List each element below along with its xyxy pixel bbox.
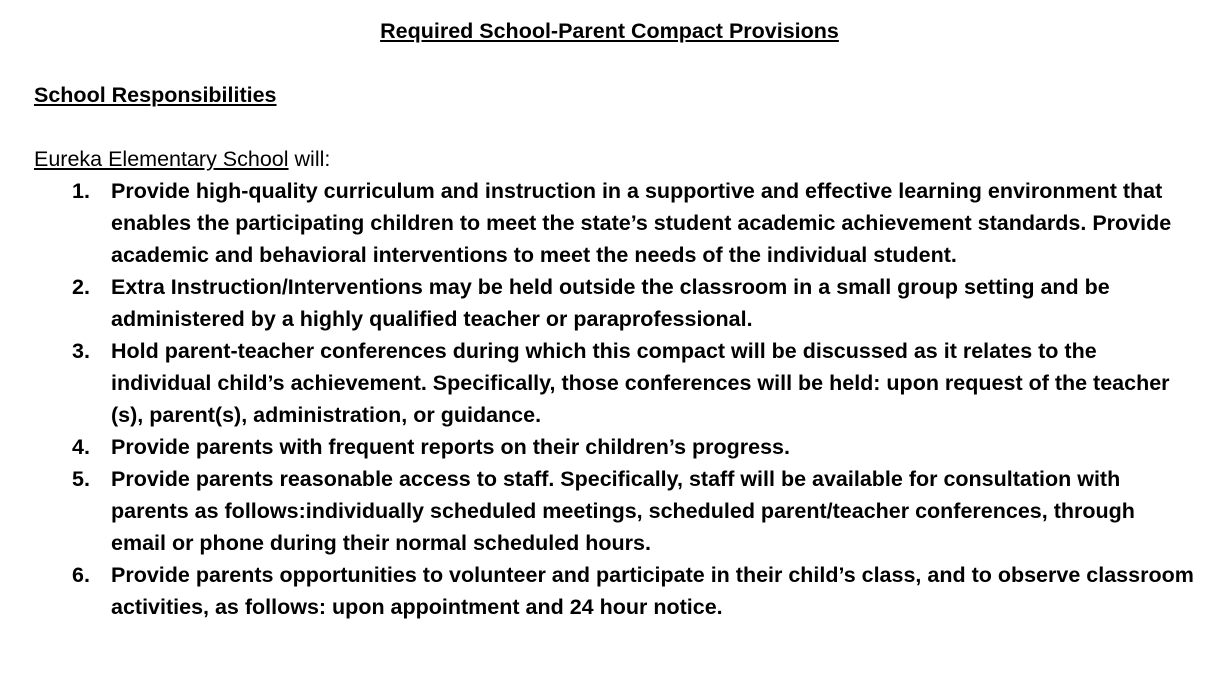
- list-item-number: 3.: [72, 339, 90, 363]
- list-item-text: Provide parents reasonable access to staff. Specifically, staff will be available for consultation with parents as follows:individually scheduled meetings, scheduled parent/teacher conferences, through email or phone during their normal scheduled hours.: [111, 467, 1135, 555]
- list-item: [34, 175, 1194, 271]
- list-item: [34, 431, 1194, 463]
- list-item-number: 4.: [72, 435, 90, 459]
- list-item: [34, 559, 1194, 623]
- list-item: [34, 271, 1194, 335]
- list-item-number: 5.: [72, 467, 90, 491]
- school-name: Eureka Elementary School: [34, 147, 289, 171]
- responsibilities-list: [34, 175, 1194, 623]
- list-item-number: 6.: [72, 563, 90, 587]
- document-title: Required School-Parent Compact Provisions: [380, 19, 839, 43]
- intro-suffix: will:: [288, 147, 331, 171]
- list-item-text: Hold parent-teacher conferences during which this compact will be discussed as it relates to the individual child’s achievement. Specifically, those conferences will be held: upon request of the teacher (s), parent(s), administration, or guidance.: [111, 339, 1170, 427]
- list-item-text: Provide parents opportunities to volunteer and participate in their child’s class, and to observe classroom activities, as follows: upon appointment and 24 hour notice.: [111, 563, 1194, 619]
- list-item-number: 1.: [72, 179, 90, 203]
- list-item-text: Extra Instruction/Interventions may be held outside the classroom in a small group setting and be administered by a highly qualified teacher or paraprofessional.: [111, 275, 1110, 331]
- list-item-text: Provide high-quality curriculum and instruction in a supportive and effective learning environment that enables the participating children to meet the state’s student academic achievement standards. Provide academic and behavioral interventions to meet the needs of the individual student.: [111, 179, 1172, 267]
- list-item-number: 2.: [72, 275, 90, 299]
- document-page: [34, 0, 1194, 676]
- section-heading: School Responsibilities: [34, 83, 277, 107]
- intro-line: [34, 145, 330, 173]
- list-item: [34, 335, 1194, 431]
- list-item-text: Provide parents with frequent reports on their children’s progress.: [111, 435, 790, 459]
- list-item: [34, 463, 1194, 559]
